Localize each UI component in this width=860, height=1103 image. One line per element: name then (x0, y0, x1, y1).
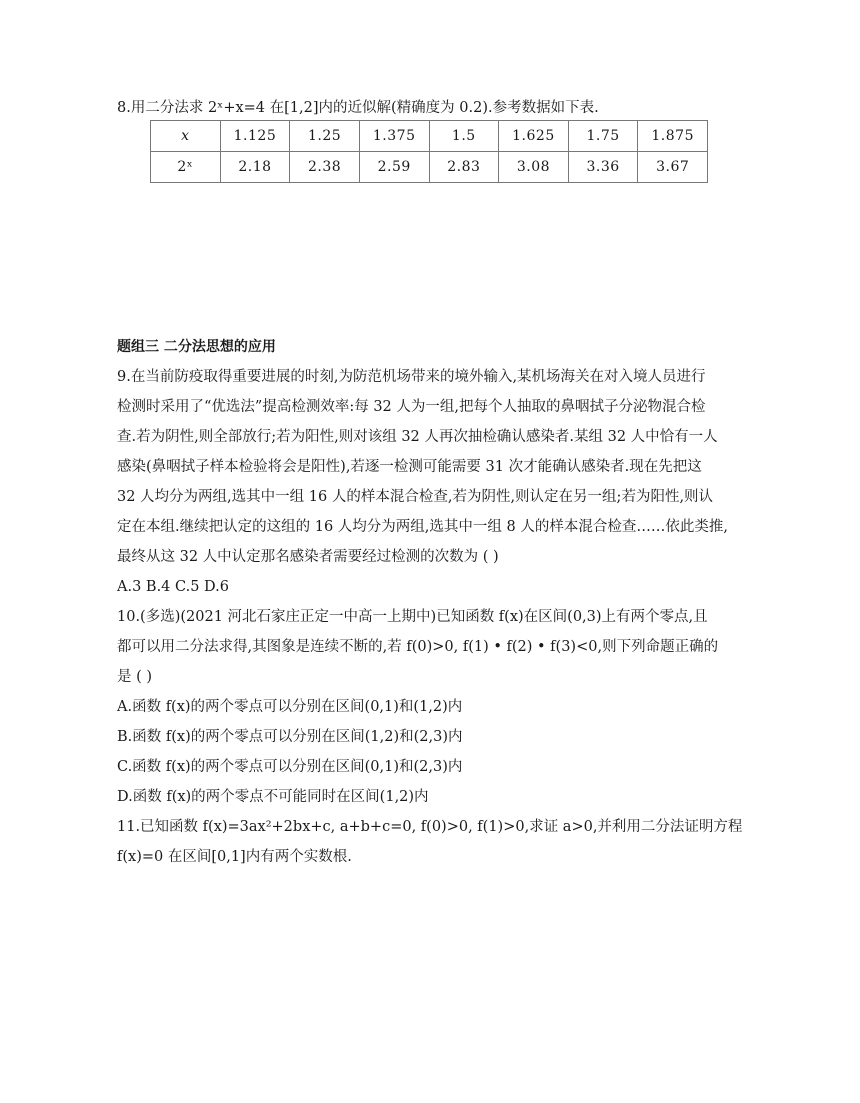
table-cell: 1.75 (568, 121, 638, 152)
problem-10-line: 10.(多选)(2021 河北石家庄正定一中高一上期中)已知函数 f(x)在区间(0,3)上有两个零点,且 (117, 609, 708, 625)
table-cell: 1.375 (359, 121, 429, 152)
table-cell: 1.125 (220, 121, 290, 152)
problem-11-line: f(x)=0 在区间[0,1]内有两个实数根. (117, 849, 352, 865)
problem-10-option-a: A.函数 f(x)的两个零点可以分别在区间(0,1)和(1,2)内 (117, 699, 463, 715)
table-cell: 1.625 (499, 121, 569, 152)
problem-9-line: 32 人均分为两组,选其中一组 16 人的样本混合检查,若为阴性,则认定在另一组;若为阳性,则认 (117, 489, 714, 505)
problem-9-line: 感染(鼻咽拭子样本检验将会是阳性),若逐一检测可能需要 31 次才能确认感染者.现在先把这 (117, 459, 702, 475)
row-label-pow: 2ˣ (151, 152, 221, 183)
problem-9-line: 检测时采用了“优选法”提高检测效率:每 32 人为一组,把每个人抽取的鼻咽拭子分泌物混合检 (117, 399, 706, 415)
problem-9-line: 最终从这 32 人中认定那名感染者需要经过检测的次数为 ( ) (117, 549, 499, 565)
table-cell: 3.08 (499, 152, 569, 183)
table-row (151, 121, 708, 152)
table-row (151, 152, 708, 183)
table-cell: 1.875 (638, 121, 708, 152)
table-cell: 1.25 (290, 121, 360, 152)
problem-8-text: 8.用二分法求 2ˣ+x=4 在[1,2]内的近似解(精确度为 0.2).参考数据如下表. (117, 100, 599, 116)
problem-10-line: 是 ( ) (117, 669, 153, 685)
problem-9-options: A.3 B.4 C.5 D.6 (117, 579, 229, 595)
table-cell: 3.67 (638, 152, 708, 183)
problem-11-line: 11.已知函数 f(x)=3ax²+2bx+c, a+b+c=0, f(0)>0, f(1)>0,求证 a>0,并利用二分法证明方程 (117, 819, 743, 835)
table-cell: 1.5 (429, 121, 499, 152)
table-cell: 2.18 (220, 152, 290, 183)
problem-10-option-d: D.函数 f(x)的两个零点不可能同时在区间(1,2)内 (117, 789, 429, 805)
group-3-heading: 题组三 二分法思想的应用 (117, 339, 276, 355)
table-cell: 2.38 (290, 152, 360, 183)
table-cell: 3.36 (568, 152, 638, 183)
row-label-x: x (151, 121, 221, 152)
problem-9-line: 查.若为阴性,则全部放行;若为阳性,则对该组 32 人再次抽检确认感染者.某组 32 人中恰有一人 (117, 429, 718, 445)
reference-data-table (150, 120, 708, 183)
table-cell: 2.83 (429, 152, 499, 183)
problem-9-line: 定在本组.继续把认定的这组的 16 人均分为两组,选其中一组 8 人的样本混合检查……依此类推, (117, 519, 728, 535)
table-cell: 2.59 (359, 152, 429, 183)
problem-10-option-c: C.函数 f(x)的两个零点可以分别在区间(0,1)和(2,3)内 (117, 759, 463, 775)
problem-10-line: 都可以用二分法求得,其图象是连续不断的,若 f(0)>0, f(1) • f(2) • f(3)<0,则下列命题正确的 (117, 639, 719, 655)
problem-9-line: 9.在当前防疫取得重要进展的时刻,为防范机场带来的境外输入,某机场海关在对入境人员进行 (117, 369, 706, 385)
problem-10-option-b: B.函数 f(x)的两个零点可以分别在区间(1,2)和(2,3)内 (117, 729, 463, 745)
